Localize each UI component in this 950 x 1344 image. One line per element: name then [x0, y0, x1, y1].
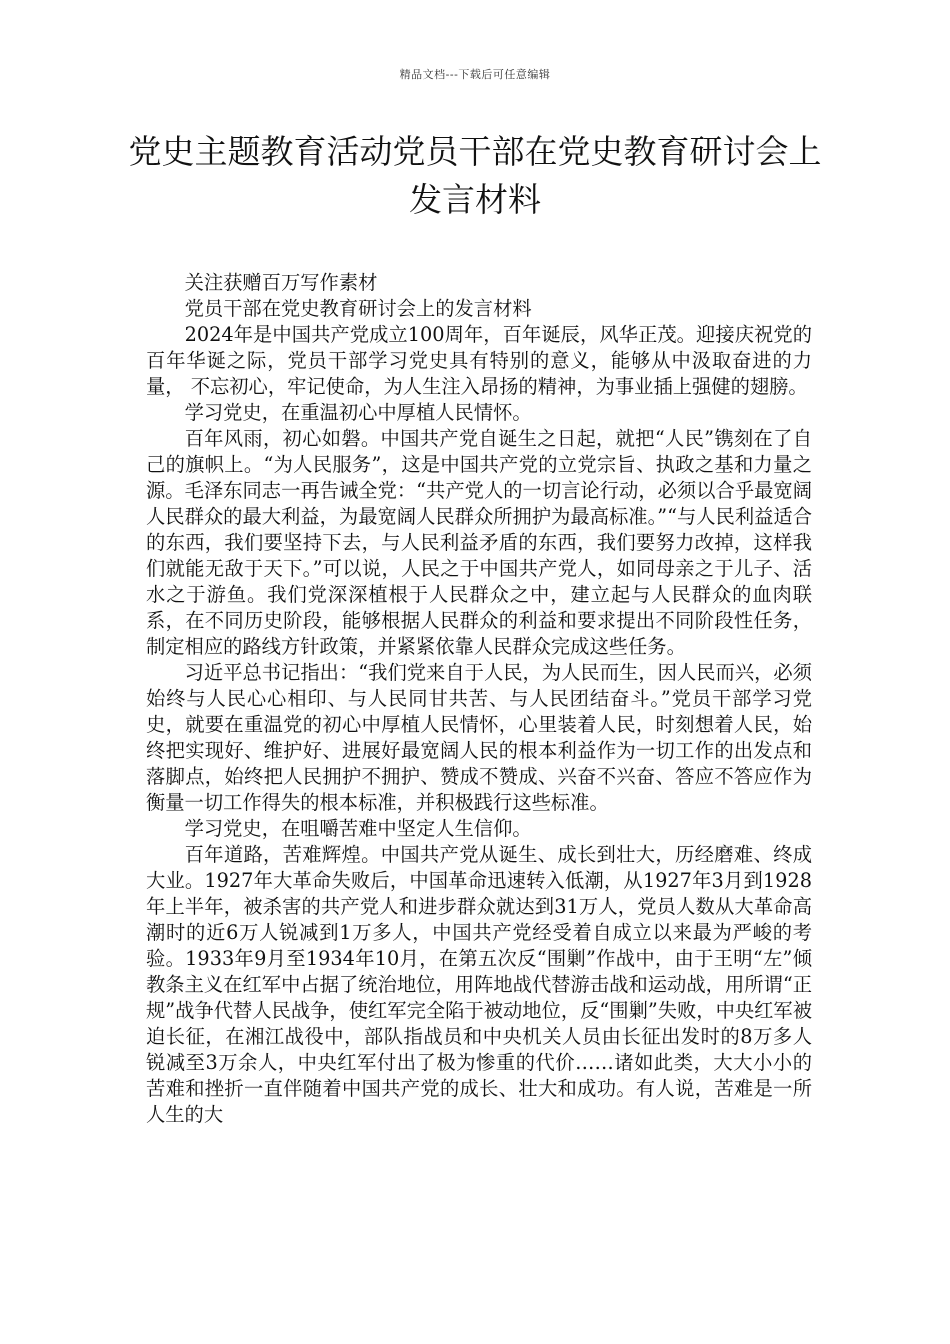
paragraph: 百年风雨，初心如磐。中国共产党自诞生之日起，就把“人民”镌刻在了自己的旗帜上。“为人民服务”，这是中国共产党的立党宗旨、执政之基和力量之源。毛泽东同志一再告诫全党：“共产党人的一切言论行动，必须以合乎最宽阔人民群众的最大利益，为最宽阔人民群众所拥护为最高标准。”“与人民利益适合的东西，我们要坚持下去，与人民利益矛盾的东西，我们要努力改掉，这样我们就能无敌于天下。”可以说，人民之于中国共产党人，如同母亲之于儿子、活水之于游鱼。我们党深深植根于人民群众之中，建立起与人民群众的血肉联系，在不同历史阶段，能够根据人民群众的利益和要求提出不同阶段性任务，制定相应的路线方针政策，并紧紧依靠人民群众完成这些任务。	[146, 427, 812, 658]
section-heading: 学习党史，在咀嚼苦难中坚定人生信仰。	[184, 817, 532, 840]
page-header: 精品文档---下载后可任意编辑	[399, 68, 551, 81]
paragraph: 百年道路，苦难辉煌。中国共产党从诞生、成长到壮大，历经磨难、终成大业。1927年大革命失败后，中国革命迅速转入低潮，从1927年3月到1928年上半年，被杀害的共产党人和进步群众就达到31万人，党员人数从大革命高潮时的近6万人锐减到1万多人，中国共产党经受着自成立以来最为严峻的考验。1933年9月至1934年10月，在第五次反“围剿”作战中，由于王明“左”倾教条主义在红军中占据了统治地位，用阵地战代替游击战和运动战，用所谓“正规”战争代替人民战争，使红军完全陷于被动地位，反“围剿”失败，中央红军被迫长征，在湘江战役中，部队指战员和中央机关人员由长征出发时的8万多人锐减至3万余人，中央红军付出了极为惨重的代价……诸如此类，大大小小的苦难和挫折一直伴随着中国共产党的成长、壮大和成功。有人说，苦难是一所人生的大	[146, 843, 812, 1126]
paragraph: 习近平总书记指出：“我们党来自于人民，为人民而生，因人民而兴，必须始终与人民心心相印、与人民同甘共苦、与人民团结奋斗。”党员干部学习党史，就要在重温党的初心中厚植人民情怀，心里装着人民，时刻想着人民，始终把实现好、维护好、进展好最宽阔人民的根本利益作为一切工作的出发点和落脚点，始终把人民拥护不拥护、赞成不赞成、兴奋不兴奋、答应不答应作为衡量一切工作得失的根本标准，并积极践行这些标准。	[146, 661, 812, 814]
document-body	[146, 270, 812, 1128]
paragraph: 党员干部在党史教育研讨会上的发言材料	[184, 297, 532, 320]
paragraph: 2024年是中国共产党成立100周年，百年诞辰，风华正茂。迎接庆祝党的百年华诞之际，党员干部学习党史具有特别的意义，能够从中汲取奋进的力量， 不忘初心，牢记使命，为人生注入昂扬的精神，为事业插上强健的翅膀。	[146, 323, 812, 398]
section-heading: 学习党史，在重温初心中厚植人民情怀。	[184, 401, 532, 424]
paragraph: 关注获赠百万写作素材	[184, 271, 378, 294]
document-title: 党史主题教育活动党员干部在党史教育研讨会上发言材料	[128, 132, 822, 219]
